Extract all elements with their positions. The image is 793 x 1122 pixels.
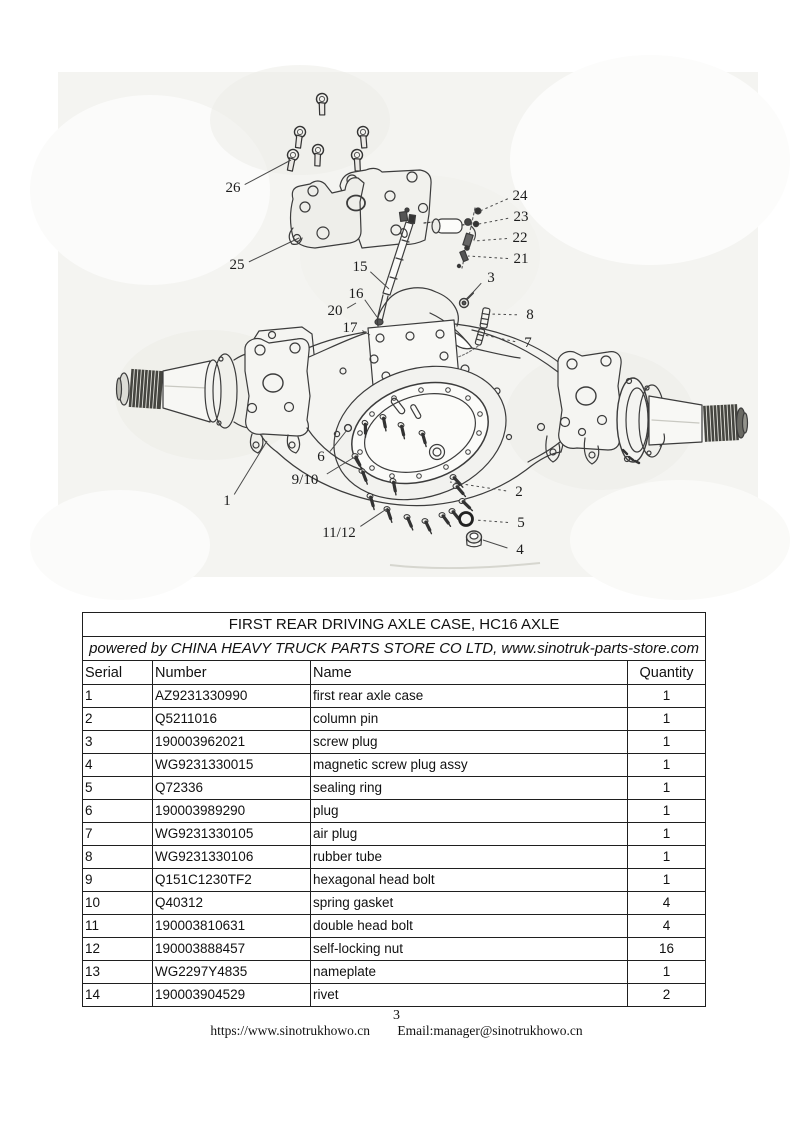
cell-quantity: 1 (628, 823, 706, 846)
callout-label: 26 (225, 180, 241, 196)
table-row (83, 961, 706, 984)
cell-number: AZ9231330990 (153, 685, 311, 708)
cell-serial: 7 (83, 823, 153, 846)
callout-label: 16 (348, 286, 364, 302)
table-row (83, 708, 706, 731)
parts-table (82, 612, 706, 1007)
column-header-name: Name (311, 661, 628, 685)
table-row (83, 777, 706, 800)
cell-number: WG2297Y4835 (153, 961, 311, 984)
cell-serial: 6 (83, 800, 153, 823)
table-subtitle: powered by CHINA HEAVY TRUCK PARTS STORE CO LTD, www.sinotruk-parts-store.com (83, 637, 706, 661)
cell-number: 190003888457 (153, 938, 311, 961)
cell-serial: 8 (83, 846, 153, 869)
callout-label: 1 (223, 493, 231, 509)
cell-quantity: 1 (628, 869, 706, 892)
cell-quantity: 1 (628, 800, 706, 823)
cell-number: WG9231330106 (153, 846, 311, 869)
cell-number: Q40312 (153, 892, 311, 915)
table-row (83, 685, 706, 708)
cell-name: magnetic screw plug assy (311, 754, 628, 777)
cell-quantity: 1 (628, 685, 706, 708)
cell-quantity: 4 (628, 892, 706, 915)
cell-serial: 3 (83, 731, 153, 754)
cell-number: Q5211016 (153, 708, 311, 731)
cell-serial: 2 (83, 708, 153, 731)
diagram-svg (0, 55, 793, 605)
cell-serial: 5 (83, 777, 153, 800)
footer-website: https://www.sinotrukhowo.cn (210, 1023, 370, 1038)
cell-quantity: 2 (628, 984, 706, 1007)
callout-label: 3 (487, 270, 495, 286)
table-row (83, 915, 706, 938)
cell-number: 190003989290 (153, 800, 311, 823)
cell-name: first rear axle case (311, 685, 628, 708)
column-header-serial: Serial (83, 661, 153, 685)
cell-number: 190003904529 (153, 984, 311, 1007)
cell-quantity: 1 (628, 754, 706, 777)
table-row (83, 892, 706, 915)
cell-quantity: 1 (628, 731, 706, 754)
cell-serial: 9 (83, 869, 153, 892)
callout-label: 7 (524, 335, 532, 351)
cell-quantity: 1 (628, 777, 706, 800)
cell-name: spring gasket (311, 892, 628, 915)
cell-quantity: 1 (628, 846, 706, 869)
callout-label: 25 (229, 257, 245, 273)
cell-name: sealing ring (311, 777, 628, 800)
callout-label: 15 (352, 259, 368, 275)
cell-quantity: 4 (628, 915, 706, 938)
table-row (83, 754, 706, 777)
parts-table-section (82, 612, 705, 1007)
callout-label: 23 (513, 209, 529, 225)
cell-serial: 13 (83, 961, 153, 984)
cell-number: WG9231330105 (153, 823, 311, 846)
cell-name: screw plug (311, 731, 628, 754)
cell-number: Q151C1230TF2 (153, 869, 311, 892)
table-title: FIRST REAR DRIVING AXLE CASE, HC16 AXLE (83, 613, 706, 637)
table-row (83, 731, 706, 754)
footer-email: Email:manager@sinotrukhowo.cn (397, 1023, 583, 1038)
page-number: 3 (393, 1008, 400, 1023)
cell-serial: 11 (83, 915, 153, 938)
table-row (83, 846, 706, 869)
cell-name: hexagonal head bolt (311, 869, 628, 892)
footer-links (0, 1023, 793, 1039)
table-row (83, 938, 706, 961)
table-body (83, 685, 706, 1007)
cell-number: 190003810631 (153, 915, 311, 938)
table-row (83, 869, 706, 892)
table-row (83, 984, 706, 1007)
column-header-quantity: Quantity (628, 661, 706, 685)
callout-label: 11/12 (322, 525, 356, 541)
callout-label: 5 (517, 515, 525, 531)
cell-name: self-locking nut (311, 938, 628, 961)
callout-label: 9/10 (291, 472, 319, 488)
callout-label: 24 (512, 188, 528, 204)
table-row (83, 800, 706, 823)
cell-serial: 10 (83, 892, 153, 915)
cell-name: double head bolt (311, 915, 628, 938)
cell-quantity: 16 (628, 938, 706, 961)
callout-label: 22 (512, 230, 528, 246)
cell-name: column pin (311, 708, 628, 731)
callout-label: 21 (513, 251, 529, 267)
callout-label: 8 (526, 307, 534, 323)
cell-number: WG9231330015 (153, 754, 311, 777)
callout-label: 17 (342, 320, 358, 336)
cell-serial: 14 (83, 984, 153, 1007)
cell-quantity: 1 (628, 708, 706, 731)
callout-label: 20 (327, 303, 343, 319)
cell-serial: 4 (83, 754, 153, 777)
cell-number: Q72336 (153, 777, 311, 800)
cell-name: nameplate (311, 961, 628, 984)
cell-name: rivet (311, 984, 628, 1007)
cell-serial: 12 (83, 938, 153, 961)
table-header-row (83, 661, 706, 685)
cell-name: rubber tube (311, 846, 628, 869)
cell-name: plug (311, 800, 628, 823)
table-title-row (83, 613, 706, 637)
callout-label: 6 (317, 449, 325, 465)
callout-label: 4 (516, 542, 524, 558)
table-subtitle-row (83, 637, 706, 661)
cell-quantity: 1 (628, 961, 706, 984)
cell-name: air plug (311, 823, 628, 846)
column-header-number: Number (153, 661, 311, 685)
callout-label: 2 (515, 484, 523, 500)
cell-serial: 1 (83, 685, 153, 708)
table-row (83, 823, 706, 846)
cell-number: 190003962021 (153, 731, 311, 754)
axle-exploded-diagram (0, 55, 793, 605)
